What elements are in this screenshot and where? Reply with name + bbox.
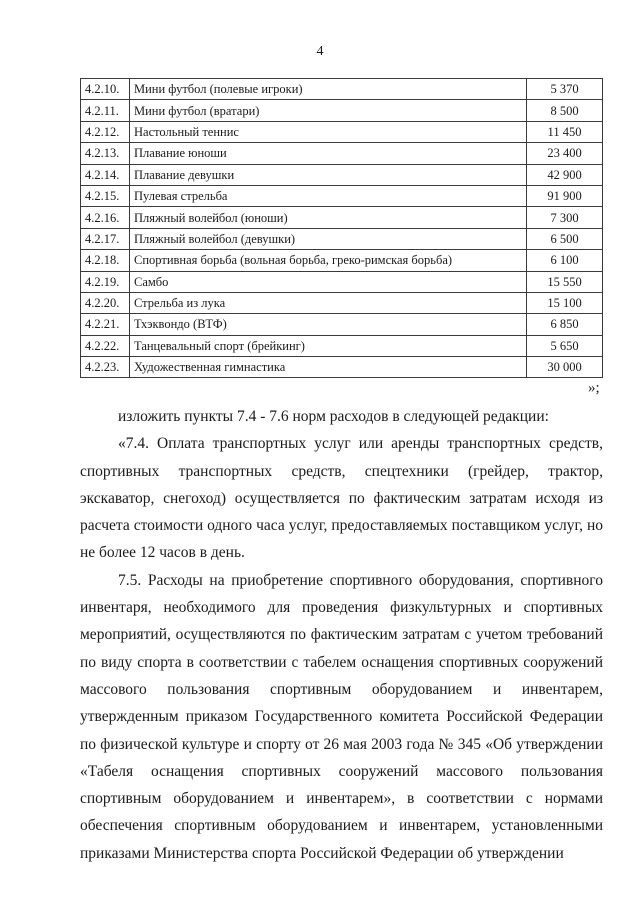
norm-value: 6 500 bbox=[527, 228, 603, 249]
sport-name: Самбо bbox=[130, 271, 527, 292]
table-row bbox=[81, 314, 603, 335]
row-number: 4.2.10. bbox=[81, 79, 130, 100]
expense-norms-table bbox=[80, 78, 603, 378]
row-number: 4.2.11. bbox=[81, 100, 130, 121]
table-row bbox=[81, 143, 603, 164]
table-row bbox=[81, 357, 603, 378]
row-number: 4.2.20. bbox=[81, 292, 130, 313]
table-row bbox=[81, 185, 603, 206]
row-number: 4.2.17. bbox=[81, 228, 130, 249]
row-number: 4.2.21. bbox=[81, 314, 130, 335]
norm-value: 6 100 bbox=[527, 250, 603, 271]
norm-value: 42 900 bbox=[527, 164, 603, 185]
table-row bbox=[81, 164, 603, 185]
sport-name: Танцевальный спорт (брейкинг) bbox=[130, 335, 527, 356]
sport-name: Мини футбол (полевые игроки) bbox=[130, 79, 527, 100]
sport-name: Плавание юноши bbox=[130, 143, 527, 164]
table-row bbox=[81, 100, 603, 121]
row-number: 4.2.12. bbox=[81, 121, 130, 142]
table-row bbox=[81, 121, 603, 142]
norm-value: 91 900 bbox=[527, 185, 603, 206]
table-row bbox=[81, 228, 603, 249]
sport-name: Художественная гимнастика bbox=[130, 357, 527, 378]
row-number: 4.2.13. bbox=[81, 143, 130, 164]
table-row bbox=[81, 250, 603, 271]
table-closing-mark: »; bbox=[588, 380, 600, 396]
intro-paragraph: изложить пункты 7.4 - 7.6 норм расходов в следующей редакции: bbox=[118, 408, 549, 425]
norm-value: 11 450 bbox=[527, 121, 603, 142]
norm-value: 5 650 bbox=[527, 335, 603, 356]
row-number: 4.2.18. bbox=[81, 250, 130, 271]
table-row bbox=[81, 79, 603, 100]
norm-value: 5 370 bbox=[527, 79, 603, 100]
table-row bbox=[81, 271, 603, 292]
row-number: 4.2.22. bbox=[81, 335, 130, 356]
sport-name: Плавание девушки bbox=[130, 164, 527, 185]
table-body bbox=[81, 79, 603, 378]
row-number: 4.2.15. bbox=[81, 185, 130, 206]
norm-value: 6 850 bbox=[527, 314, 603, 335]
sport-name: Тхэквондо (ВТФ) bbox=[130, 314, 527, 335]
sport-name: Спортивная борьба (вольная борьба, греко-римская борьба) bbox=[130, 250, 527, 271]
norm-value: 30 000 bbox=[527, 357, 603, 378]
table-row bbox=[81, 335, 603, 356]
sport-name: Стрельба из лука bbox=[130, 292, 527, 313]
table-row bbox=[81, 292, 603, 313]
sport-name: Мини футбол (вратари) bbox=[130, 100, 527, 121]
page-number: 4 bbox=[316, 44, 324, 59]
paragraph-7-5: 7.5. Расходы на приобретение спортивного оборудования, спортивного инвентаря, необходимого для проведения физкультурных и спортивных мероприятий, осуществляются по фактическим затратам с учетом требований по виду спорта в соответствии с табелем оснащения спортивных сооружений массового пользования спортивным оборудованием и инвентарем, утвержденным приказом Государственного комитета Российской Федерации по физической культуре и спорту от 26 мая 2003 года № 345 «Об утверждении «Табеля оснащения спортивных сооружений массового пользования спортивным оборудованием и инвентарем», в соответствии с нормами обеспечения спортивным оборудованием и инвентарем, установленными приказами Министерства спорта Российской Федерации об утверждении bbox=[80, 571, 603, 862]
sport-name: Пляжный волейбол (девушки) bbox=[130, 228, 527, 249]
row-number: 4.2.23. bbox=[81, 357, 130, 378]
sport-name: Настольный теннис bbox=[130, 121, 527, 142]
norm-value: 8 500 bbox=[527, 100, 603, 121]
norm-value: 15 550 bbox=[527, 271, 603, 292]
row-number: 4.2.14. bbox=[81, 164, 130, 185]
norm-value: 7 300 bbox=[527, 207, 603, 228]
row-number: 4.2.16. bbox=[81, 207, 130, 228]
sport-name: Пулевая стрельба bbox=[130, 185, 527, 206]
paragraph-7-4: «7.4. Оплата транспортных услуг или аренды транспортных средств, спортивных транспортных средств, спецтехники (грейдер, трактор, экскаватор, снегоход) осуществляется по фактическим затратам исходя из расчета стоимости одного часа услуг, предоставляемых поставщиком услуг, но не более 12 часов в день. bbox=[80, 435, 603, 562]
norm-value: 15 100 bbox=[527, 292, 603, 313]
norm-value: 23 400 bbox=[527, 143, 603, 164]
sport-name: Пляжный волейбол (юноши) bbox=[130, 207, 527, 228]
row-number: 4.2.19. bbox=[81, 271, 130, 292]
document-body bbox=[80, 403, 603, 867]
table-row bbox=[81, 207, 603, 228]
